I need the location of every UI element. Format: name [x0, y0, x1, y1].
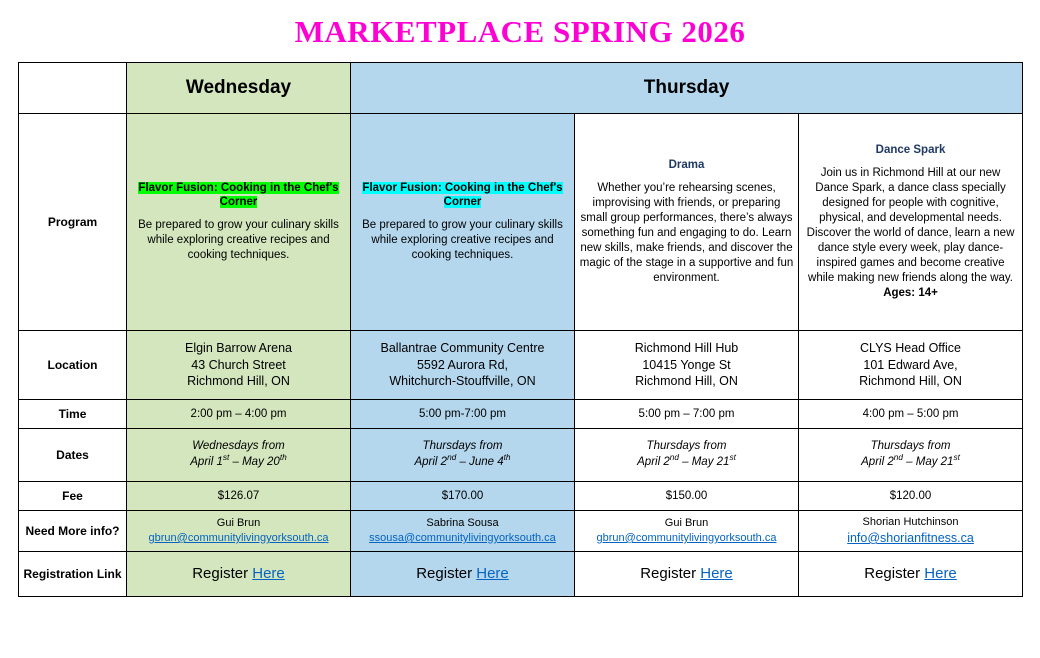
- time-cell-2: 5:00 pm-7:00 pm: [351, 400, 575, 429]
- location-line: Whitchurch-Stouffville, ON: [389, 374, 536, 389]
- contact-cell-3: [575, 511, 799, 552]
- register-here-link[interactable]: Here: [924, 564, 957, 582]
- dates-cell-3: [575, 429, 799, 482]
- program-title: [355, 181, 570, 210]
- location-line: Richmond Hill, ON: [635, 374, 738, 389]
- row-label-fee: Fee: [19, 482, 127, 511]
- location-line: CLYS Head Office: [860, 340, 961, 355]
- program-title: [131, 181, 346, 210]
- registration-cell-1: [127, 552, 351, 597]
- table-row-program: [19, 114, 1023, 331]
- location-line: Richmond Hill, ON: [859, 374, 962, 389]
- table-row-registration: [19, 552, 1023, 597]
- dates-start-suffix: st: [222, 453, 230, 463]
- table-header-row: [19, 63, 1023, 114]
- dates-end-suffix: th: [279, 453, 287, 463]
- page-title: MARKETPLACE SPRING 2026: [294, 14, 746, 49]
- program-title-text: Flavor Fusion: Cooking in the Chef's Corner: [138, 181, 339, 209]
- contact-name: Sabrina Sousa: [426, 517, 499, 530]
- dates-start: April 1: [190, 456, 223, 468]
- location-line: Ballantrae Community Centre: [380, 340, 545, 355]
- fee-cell-4: $120.00: [799, 482, 1023, 511]
- location-line: 101 Edward Ave,: [863, 357, 958, 372]
- dates-end: – June 4: [456, 456, 504, 468]
- fee-cell-3: $150.00: [575, 482, 799, 511]
- dates-end-suffix: st: [953, 453, 960, 463]
- contact-email-link[interactable]: gbrun@communitylivingyorksouth.ca: [148, 532, 329, 544]
- table-row-fee: [19, 482, 1023, 511]
- row-label-registration: Registration Link: [19, 552, 127, 597]
- time-cell-3: 5:00 pm – 7:00 pm: [575, 400, 799, 429]
- register-label: Register: [192, 564, 253, 582]
- dates-cell-2: [351, 429, 575, 482]
- row-label-program: Program: [19, 114, 127, 331]
- program-ages: Ages: 14+: [883, 286, 938, 299]
- dates-start-suffix: nd: [893, 453, 903, 463]
- contact-cell-1: [127, 511, 351, 552]
- program-description: Be prepared to grow your culinary skills while exploring creative recipes and cooking techniques.: [138, 219, 339, 262]
- contact-email-link[interactable]: info@shorianfitness.ca: [847, 530, 974, 545]
- day-header-wednesday: Wednesday: [127, 63, 351, 114]
- register-here-link[interactable]: Here: [476, 564, 509, 582]
- dates-cell-4: [799, 429, 1023, 482]
- dates-start: April 2: [861, 456, 894, 468]
- program-description: Be prepared to grow your culinary skills while exploring creative recipes and cooking techniques.: [362, 219, 563, 262]
- row-label-location: Location: [19, 331, 127, 400]
- contact-email-link[interactable]: ssousa@communitylivingyorksouth.ca: [369, 532, 556, 544]
- row-label-dates: Dates: [19, 429, 127, 482]
- location-line: 10415 Yonge St: [642, 357, 731, 372]
- dates-line-2: [131, 455, 346, 471]
- contact-name: Gui Brun: [216, 517, 261, 530]
- dates-line-1: Thursdays from: [870, 440, 951, 453]
- dates-cell-1: [127, 429, 351, 482]
- dates-start: April 2: [637, 456, 670, 468]
- dates-start: April 2: [414, 456, 448, 468]
- register-here-link[interactable]: Here: [252, 564, 285, 582]
- contact-cell-4: [799, 511, 1023, 552]
- register-here-link[interactable]: Here: [700, 564, 733, 582]
- program-title-text: Flavor Fusion: Cooking in the Chef's Corner: [362, 181, 563, 209]
- dates-end: – May 21: [678, 456, 730, 468]
- location-line: 5592 Aurora Rd,: [416, 357, 509, 372]
- program-title: Dance Spark: [875, 144, 946, 157]
- day-header-thursday: Thursday: [351, 63, 1023, 114]
- dates-start-suffix: nd: [669, 453, 679, 463]
- contact-name: Shorian Hutchinson: [862, 516, 959, 529]
- dates-end-suffix: st: [729, 453, 736, 463]
- table-row-dates: [19, 429, 1023, 482]
- program-cell-cooking-thursday: [351, 114, 575, 331]
- row-label-time: Time: [19, 400, 127, 429]
- location-line: 43 Church Street: [191, 357, 286, 372]
- location-cell-3: [575, 331, 799, 400]
- program-cell-drama: [575, 114, 799, 331]
- dates-end: – May 21: [902, 456, 954, 468]
- contact-email-link[interactable]: gbrun@communitylivingyorksouth.ca: [596, 532, 777, 544]
- registration-cell-4: [799, 552, 1023, 597]
- location-cell-4: [799, 331, 1023, 400]
- fee-cell-1: $126.07: [127, 482, 351, 511]
- register-label: Register: [416, 564, 477, 582]
- time-cell-4: 4:00 pm – 5:00 pm: [799, 400, 1023, 429]
- dates-end-suffix: th: [503, 453, 511, 463]
- location-cell-2: [351, 331, 575, 400]
- program-title: Drama: [668, 159, 705, 172]
- program-cell-cooking-wednesday: [127, 114, 351, 331]
- location-line: Richmond Hill Hub: [634, 340, 739, 355]
- location-cell-1: [127, 331, 351, 400]
- program-description: Whether you’re rehearsing scenes, improvising with friends, or preparing small group performances, there’s always something fun and engaging to do. Learn new skills, make friends, and discover the magic of the stage in a supportive and fun environment.: [579, 182, 794, 285]
- table-row-location: [19, 331, 1023, 400]
- dates-end: – May 20: [229, 456, 280, 468]
- contact-name: Gui Brun: [664, 517, 709, 530]
- registration-cell-3: [575, 552, 799, 597]
- dates-line-2: [579, 455, 794, 471]
- table-corner-cell: [19, 63, 127, 114]
- program-schedule-table: [18, 62, 1023, 597]
- location-line: Richmond Hill, ON: [187, 374, 290, 389]
- table-row-contact: [19, 511, 1023, 552]
- location-line: Elgin Barrow Arena: [184, 340, 292, 355]
- program-cell-dance-spark: [799, 114, 1023, 331]
- row-label-contact: Need More info?: [19, 511, 127, 552]
- dates-line-1: Thursdays from: [646, 440, 727, 453]
- dates-line-1: Thursdays from: [422, 440, 503, 453]
- registration-cell-2: [351, 552, 575, 597]
- time-cell-1: 2:00 pm – 4:00 pm: [127, 400, 351, 429]
- dates-line-2: [803, 455, 1018, 471]
- dates-start-suffix: nd: [447, 453, 457, 463]
- register-label: Register: [640, 564, 701, 582]
- contact-cell-2: [351, 511, 575, 552]
- register-label: Register: [864, 564, 925, 582]
- fee-cell-2: $170.00: [351, 482, 575, 511]
- program-description: Join us in Richmond Hill at our new Dance Spark, a dance class specially designed for people with cognitive, physical, and developmental needs. Discover the world of dance, learn a new dance style every week, play dance-inspired games and become creative while making new friends along the way.: [806, 167, 1015, 285]
- table-row-time: [19, 400, 1023, 429]
- dates-line-1: Wednesdays from: [192, 440, 285, 453]
- dates-line-2: [355, 455, 570, 471]
